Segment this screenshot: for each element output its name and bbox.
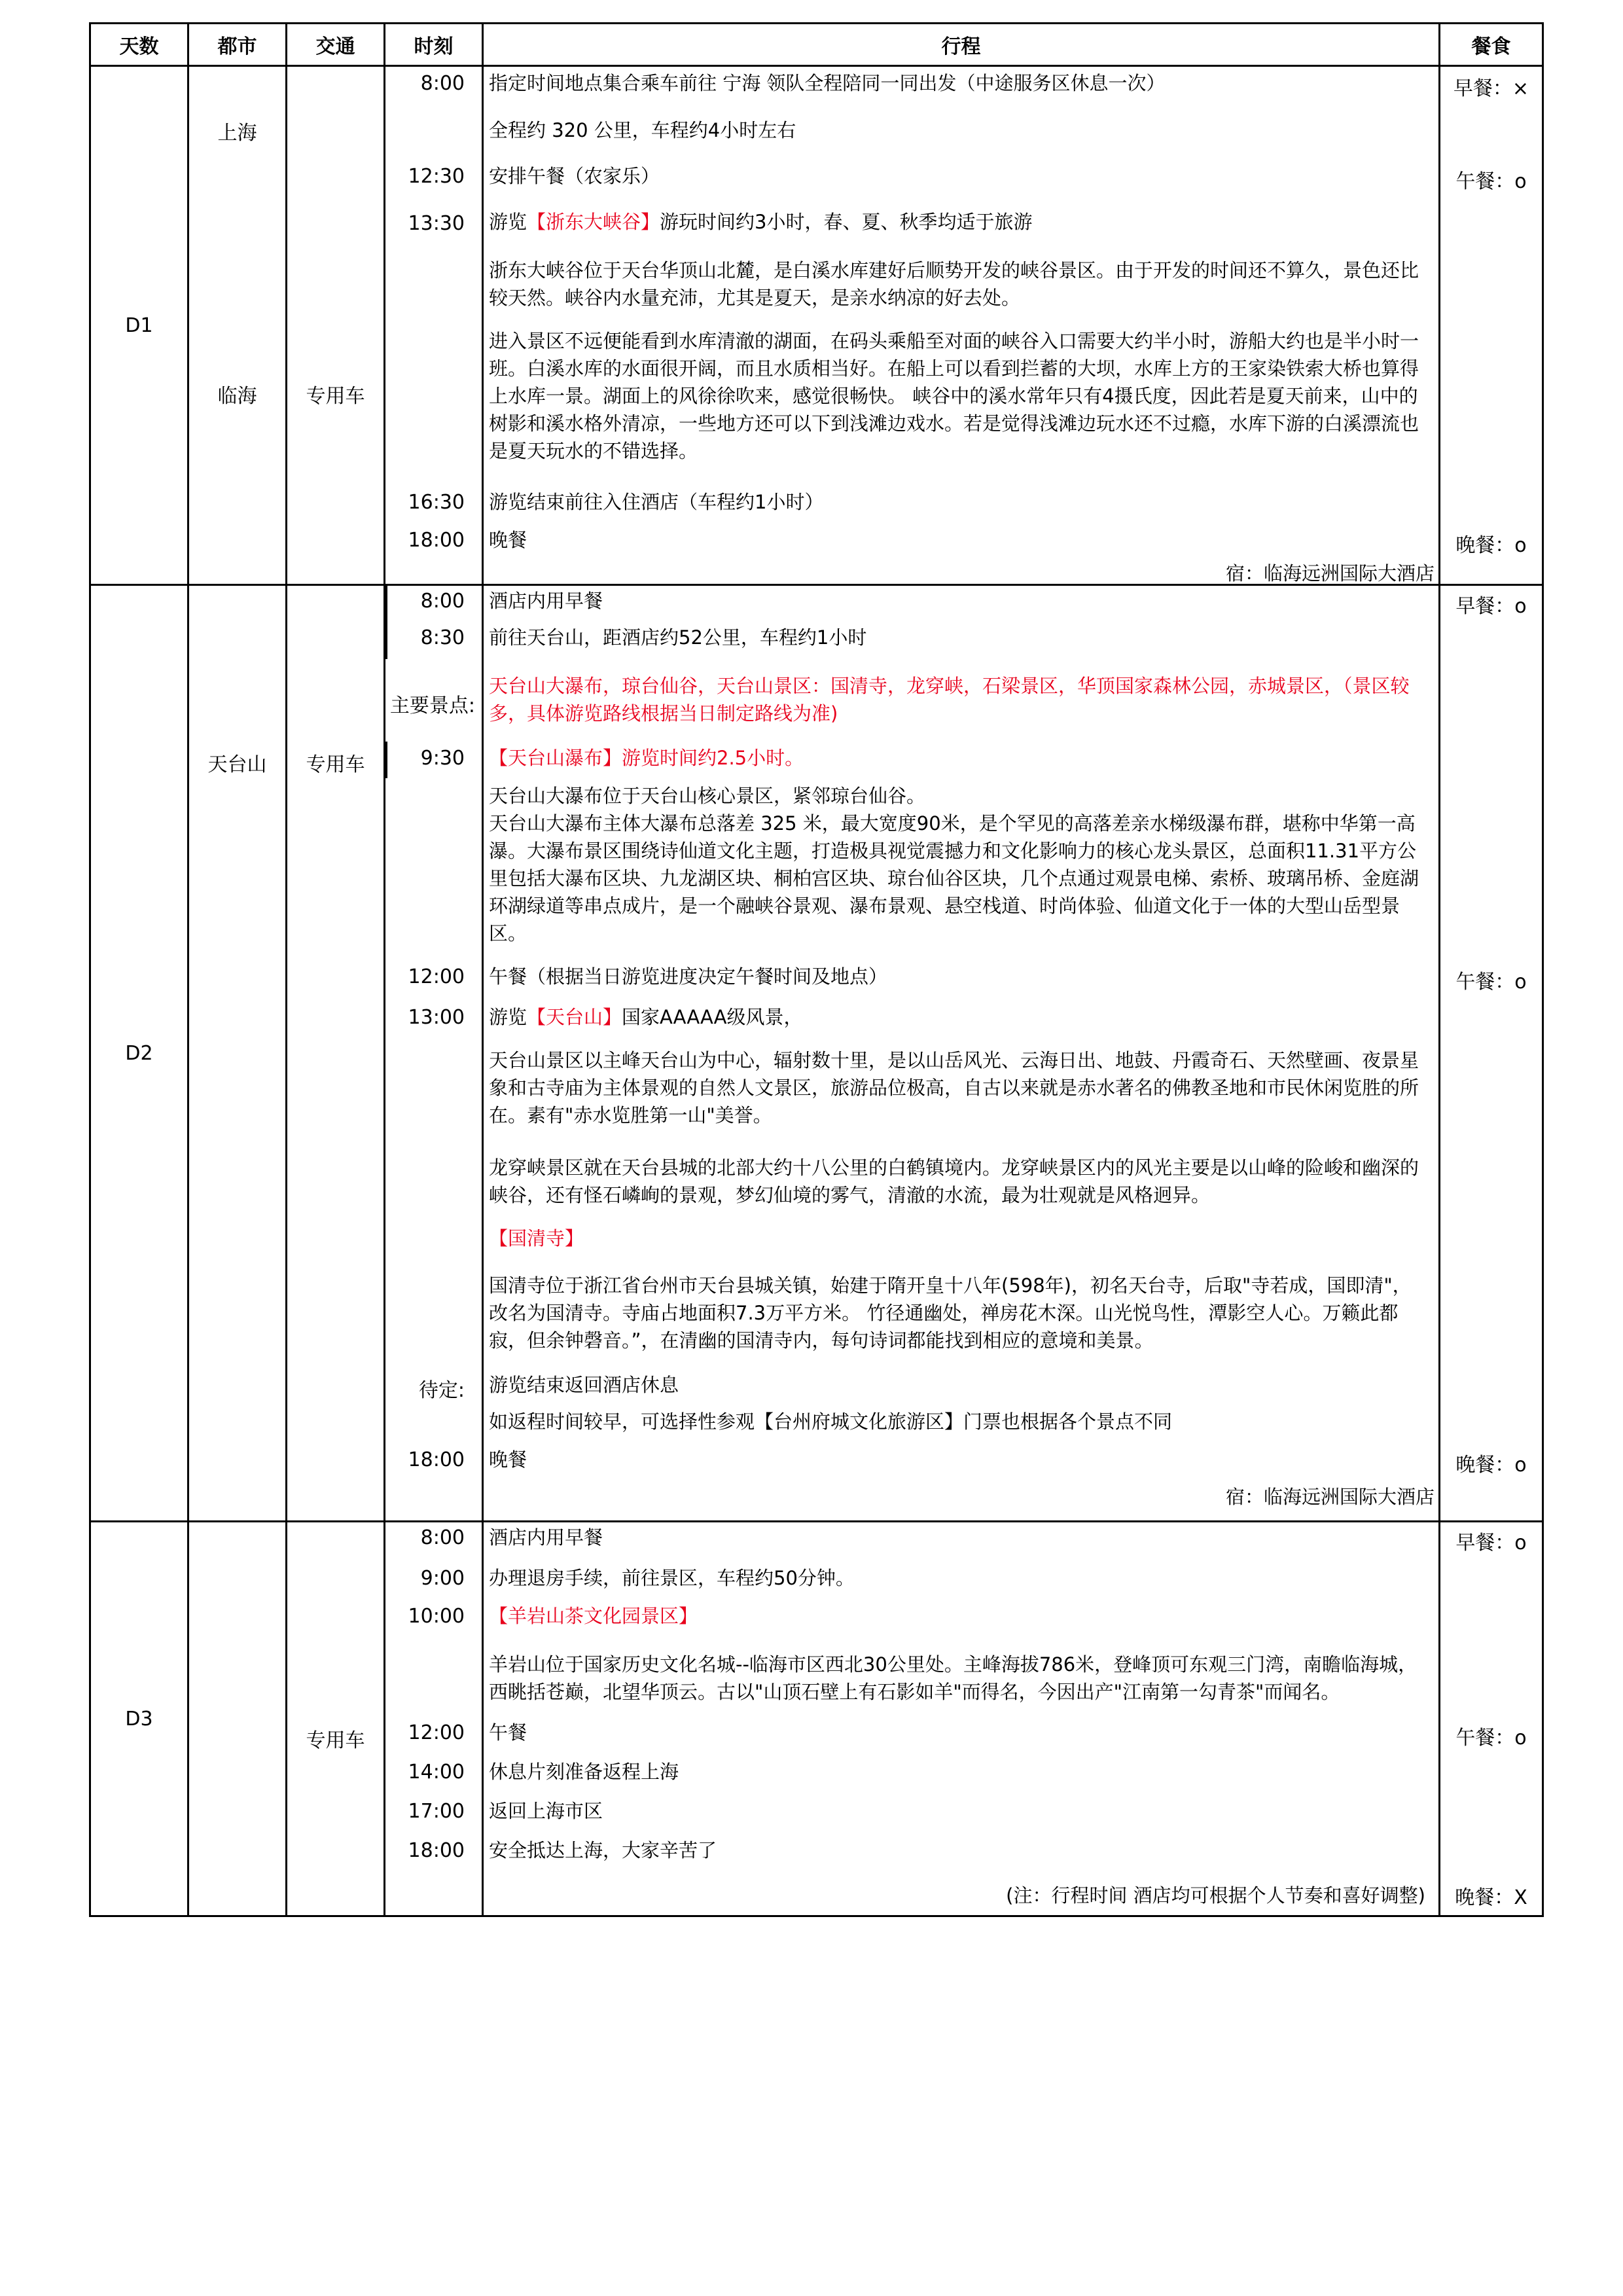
time-cell [385, 66, 483, 585]
breakfast-status: 早餐：o [1455, 1532, 1527, 1554]
itinerary-paragraph: 浙东大峡谷位于天台华顶山北麓，是白溪水库建好后顺势开发的峡谷景区。由于开发的时间还不算久，景色还比较天然。峡谷内水量充沛，尤其是夏天，是亲水纳凉的好去处。 [489, 259, 1419, 309]
transport-cell [287, 1522, 385, 1916]
cell-divider [385, 586, 387, 659]
itinerary-cell [483, 66, 1440, 585]
time: 8:30 [420, 626, 465, 649]
itinerary-line: 游览结束返回酒店休息 [489, 1374, 679, 1396]
day-label: D1 [90, 66, 188, 585]
dinner-status: 晚餐：X [1455, 1886, 1527, 1909]
city-cell [188, 1522, 287, 1916]
header-itinerary: 行程 [483, 24, 1440, 66]
itinerary-paragraph: 天台山景区以主峰天台山为中心，辐射数十里，是以山岳风光、云海日出、地鼓、丹霞奇石、天然壁画、夜景星象和古寺庙为主体景观的自然人文景区，旅游品位极高，自古以来就是赤水著名的佛教圣地和市民休闲览胜的所在。素有"赤水览胜第一山"美誉。 [489, 1049, 1419, 1126]
time: 17:00 [408, 1800, 465, 1823]
itinerary-line: 全程约 320 公里，车程约4小时左右 [489, 119, 796, 141]
hotel-stay: 宿：临海远洲国际大酒店 [1225, 1486, 1435, 1508]
itinerary-line: 办理退房手续，前往景区，车程约50分钟。 [489, 1567, 855, 1589]
hotel-stay: 宿：临海远洲国际大酒店 [1225, 562, 1435, 584]
time: 9:00 [420, 1567, 465, 1590]
text-suffix: 游玩时间约3小时，春、夏、秋季均适于旅游 [660, 211, 1033, 233]
itinerary-line: 休息片刻准备返程上海 [489, 1761, 679, 1783]
lunch-status: 午餐：o [1455, 971, 1527, 994]
header-city: 都市 [188, 24, 287, 66]
itinerary-cell [483, 585, 1440, 1522]
time: 18:00 [408, 1448, 465, 1471]
city-tiantaishan: 天台山 [207, 753, 267, 776]
time: 8:00 [420, 590, 465, 613]
itinerary-paragraph: 天台山大瀑布位于天台山核心景区，紧邻琼台仙谷。 [489, 785, 926, 807]
day-label: D2 [90, 585, 188, 1522]
itinerary-line: 指定时间地点集合乘车前往 宁海 领队全程陪同一同出发（中途服务区休息一次） [489, 72, 1166, 94]
attraction-name: 【浙东大峡谷】 [527, 211, 660, 233]
itinerary-paragraph: 天台山大瀑布主体大瀑布总落差 325 米，最大宽度90米，是个罕见的高落差亲水梯级瀑布群，堪称中华第一高瀑。大瀑布景区围绕诗仙道文化主题，打造极具视觉震撼力和文化影响力的核心龙头景区，总面积11.31平方公里包括大瀑布区块、九龙湖区块、桐柏宫区块、琼台仙谷区块，几个点通过观景电梯、索桥、玻璃吊桥、金庭湖环湖绿道等串点成片，是一个融峡谷景观、瀑布景观、悬空栈道、时尚体验、仙道文化于一体的大型山岳型景区。 [489, 812, 1419, 944]
itinerary-line: 前往天台山，距酒店约52公里，车程约1小时 [489, 626, 867, 649]
meals-cell [1440, 66, 1543, 585]
header-transport: 交通 [287, 24, 385, 66]
time: 14:00 [408, 1761, 465, 1784]
header-time: 时刻 [385, 24, 483, 66]
transport-cell [287, 66, 385, 585]
dinner-status: 晚餐：o [1455, 534, 1527, 557]
breakfast-status: 早餐：× [1453, 77, 1529, 100]
itinerary-paragraph: 国清寺位于浙江省台州市天台县城关镇，始建于隋开皇十八年(598年)，初名天台寺，后取"寺若成，国即清"，改名为国清寺。寺庙占地面积7.3万平方米。 竹径通幽处，禅房花木深。山光悦鸟性，潭影空人心。万籁此都寂，但余钟磬音。”，在清幽的国清寺内，每句诗词都能找到相应的意境和美景。 [489, 1274, 1412, 1352]
itinerary-paragraph: 龙穿峡景区就在天台县城的北部大约十八公里的白鹤镇境内。龙穿峡景区内的风光主要是以山峰的险峻和幽深的峡谷，还有怪石嶙峋的景观，梦幻仙境的雾气，清澈的水流，最为壮观就是风格迥异。 [489, 1157, 1419, 1206]
time: 8:00 [420, 1526, 465, 1549]
itinerary-line: 如返程时间较早，可选择性参观【台州府城文化旅游区】门票也根据各个景点不同 [489, 1410, 1173, 1433]
itinerary-line: 午餐（根据当日游览进度决定午餐时间及地点） [489, 965, 888, 988]
transport-label: 专用车 [306, 1729, 365, 1752]
city-linhai: 临海 [217, 385, 257, 408]
attraction-heading: 【国清寺】 [489, 1227, 584, 1249]
itinerary-paragraph: 羊岩山位于国家历史文化名城--临海市区西北30公里处。主峰海拔786米，登峰顶可东观三门湾，南瞻临海城，西眺括苍巅，北望华顶云。古以"山顶石壁上有石影如羊"而得名，今因出产"江南第一勾青茶"而闻名。 [489, 1653, 1418, 1703]
itinerary-line: 晚餐 [489, 529, 527, 551]
day-row-d3 [90, 1522, 1543, 1916]
meals-cell [1440, 585, 1543, 1522]
time: 18:00 [408, 1839, 465, 1862]
attraction-heading: 【羊岩山茶文化园景区】 [489, 1605, 698, 1627]
lunch-status: 午餐：o [1455, 1727, 1527, 1749]
itinerary-paragraph: 进入景区不远便能看到水库清澈的湖面，在码头乘船至对面的峡谷入口需要大约半小时，游船大约也是半小时一班。白溪水库的水面很开阔，而且水质相当好。在船上可以看到拦蓄的大坝，水库上方的王家染铁索大桥也算得上水库一景。湖面上的风徐徐吹来，感觉很畅快。 峡谷中的溪水常年只有4摄氏度，因此若是夏天前来，山中的树影和溪水格外清凉，一些地方还可以下到浅滩边戏水。若是觉得浅滩边玩水还不过瘾，水库下游的白溪漂流也是夏天玩水的不错选择。 [489, 330, 1419, 462]
cell-divider [385, 742, 387, 778]
main-spots-list: 天台山大瀑布，琼台仙谷，天台山景区：国清寺，龙穿峡，石梁景区，华顶国家森林公园，赤城景区，（景区较多，具体游览路线根据当日制定路线为准) [489, 675, 1410, 725]
itinerary-line: 安全抵达上海，大家辛苦了 [489, 1839, 717, 1861]
time: 13:00 [408, 1006, 465, 1029]
itinerary-line: 晚餐 [489, 1448, 527, 1471]
time: 13:30 [408, 212, 465, 235]
time: 16:30 [408, 491, 465, 514]
itinerary-line: 游览结束前往入住酒店（车程约1小时） [489, 491, 824, 513]
time: 12:00 [408, 1721, 465, 1744]
transport-cell [287, 585, 385, 1522]
city-cell [188, 66, 287, 585]
itinerary-line: 返回上海市区 [489, 1800, 603, 1822]
time: 12:00 [408, 965, 465, 988]
itinerary-line [489, 1003, 1429, 1031]
text-prefix: 游览 [489, 211, 527, 233]
city-cell [188, 585, 287, 1522]
attraction-heading: 【天台山瀑布】游览时间约2.5小时。 [489, 747, 804, 769]
pending-label: 待定: [418, 1379, 465, 1402]
meals-cell [1440, 1522, 1543, 1916]
adjustment-note: (注：行程时间 酒店均可根据个人节奏和喜好调整) [1006, 1884, 1425, 1907]
day-row-d1 [90, 66, 1543, 585]
time-cell [385, 585, 483, 1522]
time: 10:00 [408, 1605, 465, 1628]
city-shanghai: 上海 [217, 122, 257, 145]
time: 8:00 [420, 72, 465, 95]
itinerary-line: 安排午餐（农家乐） [489, 165, 660, 187]
header-day: 天数 [90, 24, 188, 66]
transport-label: 专用车 [306, 753, 365, 776]
itinerary-line: 酒店内用早餐 [489, 1526, 603, 1549]
time: 18:00 [408, 529, 465, 552]
header-row [90, 24, 1543, 66]
attraction-name: 【天台山】 [527, 1006, 622, 1028]
itinerary-line: 午餐 [489, 1721, 527, 1744]
itinerary-cell [483, 1522, 1440, 1916]
dinner-status: 晚餐：o [1455, 1454, 1527, 1477]
text-prefix: 游览 [489, 1006, 527, 1028]
itinerary-line: 酒店内用早餐 [489, 590, 603, 612]
header-meals: 餐食 [1440, 24, 1543, 66]
itinerary-table [89, 22, 1544, 1917]
time: 12:30 [408, 165, 465, 188]
lunch-status: 午餐：o [1455, 170, 1527, 193]
breakfast-status: 早餐：o [1455, 595, 1527, 618]
transport-label: 专用车 [306, 385, 365, 408]
day-row-d2 [90, 585, 1543, 1522]
day-label: D3 [90, 1522, 188, 1916]
text-suffix: 国家AAAAA级风景， [622, 1006, 803, 1028]
itinerary-line [489, 208, 1429, 236]
time: 9:30 [420, 747, 465, 770]
main-spots-label: 主要景点: [389, 694, 475, 717]
time-cell [385, 1522, 483, 1916]
